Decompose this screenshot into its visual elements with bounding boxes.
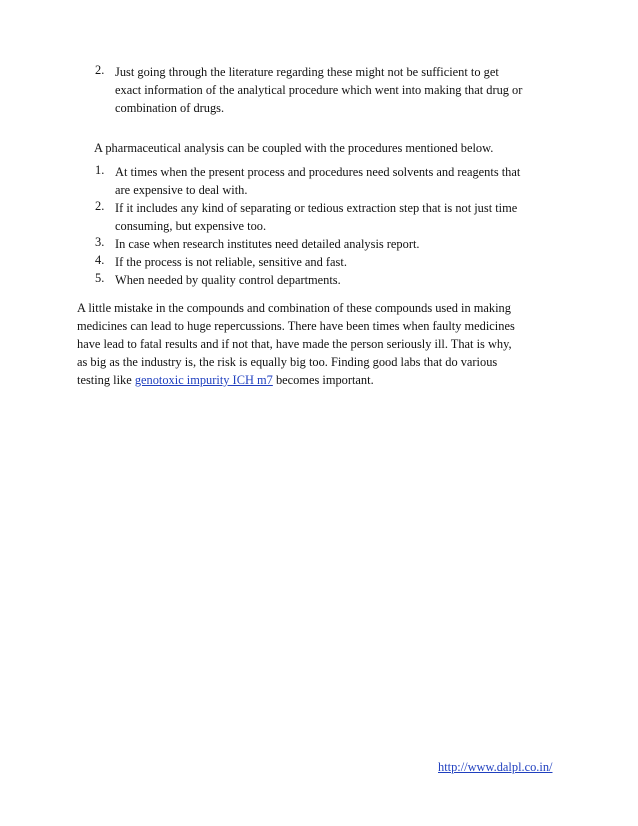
list-item-text: consuming, but expensive too. xyxy=(115,219,267,233)
list-item-text: If the process is not reliable, sensitive and fast. xyxy=(115,255,347,269)
paragraph-line: have lead to fatal results and if not that, have made the person seriously ill. That is why, xyxy=(77,337,512,351)
body-paragraph xyxy=(77,299,515,389)
list-item xyxy=(77,271,520,289)
list-item-text: At times when the present process and procedures need solvents and reagents that xyxy=(115,165,521,179)
list-number: 2. xyxy=(95,199,105,213)
paragraph-line: as big as the industry is, the risk is equally big too. Finding good labs that do various xyxy=(77,355,498,369)
footer-website-link[interactable]: http://www.dalpl.co.in/ xyxy=(438,760,553,774)
list-item-text: When needed by quality control departments. xyxy=(115,273,341,287)
page-footer xyxy=(438,758,553,776)
list-number: 3. xyxy=(95,235,105,249)
paragraph-line-with-link xyxy=(77,371,515,389)
paragraph-text-before-link: testing like xyxy=(77,373,135,387)
list-number: 5. xyxy=(95,271,105,285)
list-item-text: combination of drugs. xyxy=(115,101,225,115)
paragraph-line: medicines can lead to huge repercussions. There have been times when faulty medicines xyxy=(77,319,515,333)
list-item-text: If it includes any kind of separating or tedious extraction step that is not just time xyxy=(115,201,518,215)
list-number: 4. xyxy=(95,253,105,267)
list-item-text: Just going through the literature regarding these might not be sufficient to get xyxy=(115,65,499,79)
genotoxic-impurity-link[interactable]: genotoxic impurity ICH m7 xyxy=(134,373,273,387)
list-number: 1. xyxy=(95,163,105,177)
paragraph-line: A little mistake in the compounds and combination of these compounds used in making xyxy=(77,301,511,315)
intro-sentence: A pharmaceutical analysis can be coupled with the procedures mentioned below. xyxy=(94,141,494,155)
list-item xyxy=(77,199,520,235)
list-item xyxy=(77,253,520,271)
numbered-list-top xyxy=(77,63,522,117)
list-item-text: exact information of the analytical procedure which went into making that drug or xyxy=(115,83,523,97)
list-item xyxy=(77,163,520,199)
list-item xyxy=(77,63,522,117)
list-item-text: are expensive to deal with. xyxy=(115,183,248,197)
list-item-text: In case when research institutes need detailed analysis report. xyxy=(115,237,420,251)
numbered-list-procedures xyxy=(77,163,520,289)
list-item xyxy=(77,235,520,253)
list-number: 2. xyxy=(95,63,105,77)
paragraph-text-after-link: becomes important. xyxy=(272,373,374,387)
